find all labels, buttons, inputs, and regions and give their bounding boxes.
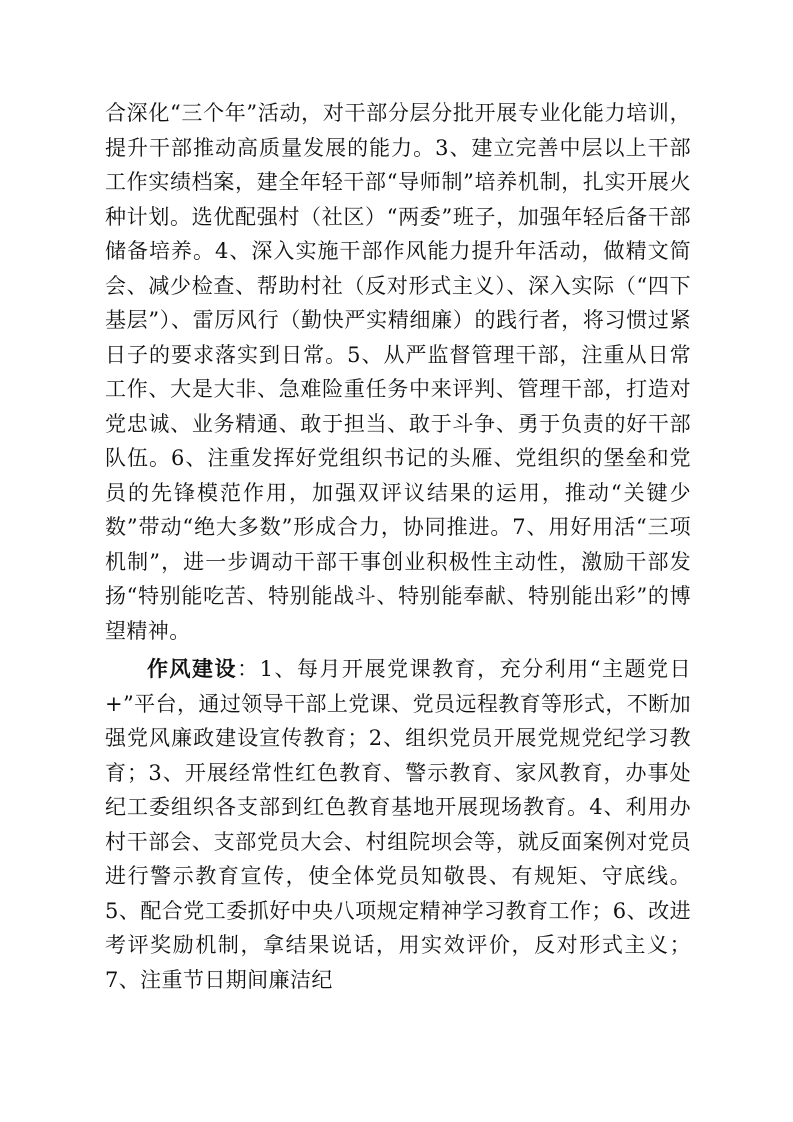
paragraph-cadre-training: [105, 96, 691, 648]
paragraph-text: ：1、每月开展党课教育，充分利用“主题党日+”平台，通过领导干部上党课、党员远程教育等形式，不断加强党风廉政建设宣传教育；2、组织党员开展党规党纪学习教育；3、开展经常性红色教育、警示教育、家风教育，办事处纪工委组织各支部到红色教育基地开展现场教育。4、利用办村干部会、支部党员大会、村组院坝会等，就反面案例对党员进行警示教育宣传，使全体党员知敬畏、有规矩、守底线。5、配合党工委抓好中央八项规定精神学习教育工作；6、改进考评奖励机制，拿结果说话，用实效评价，反对形式主义；7、注重节日期间廉洁纪: [105, 657, 691, 992]
paragraph-lead-heading: 作风建设: [147, 656, 238, 681]
document-body: [105, 96, 691, 997]
paragraph-work-style: [105, 652, 691, 997]
paragraph-text: 合深化“三个年”活动，对干部分层分批开展专业化能力培训，提升干部推动高质量发展的能力。3、建立完善中层以上干部工作实绩档案，建全年轻干部“导师制”培养机制，扎实开展火种计划。选优配强村（社区）“两委”班子，加强年轻后备干部储备培养。4、深入实施干部作风能力提升年活动，做精文简会、减少检查、帮助村社（反对形式主义）、深入实际（“四下基层”）、雷厉风行（勤快严实精细廉）的践行者，将习惯过紧日子的要求落实到日常。5、从严监督管理干部，注重从日常工作、大是大非、急难险重任务中来评判、管理干部，打造对党忠诚、业务精通、敢于担当、敢于斗争、勇于负责的好干部队伍。6、注重发挥好党组织书记的头雁、党组织的堡垒和党员的先锋模范作用，加强双评议结果的运用，推动“关键少数”带动“绝大多数”形成合力，协同推进。7、用好用活“三项机制”，进一步调动干部干事创业积极性主动性，激励干部发扬“特别能吃苦、特别能战斗、特别能奉献、特别能出彩”的博望精神。: [105, 101, 691, 643]
